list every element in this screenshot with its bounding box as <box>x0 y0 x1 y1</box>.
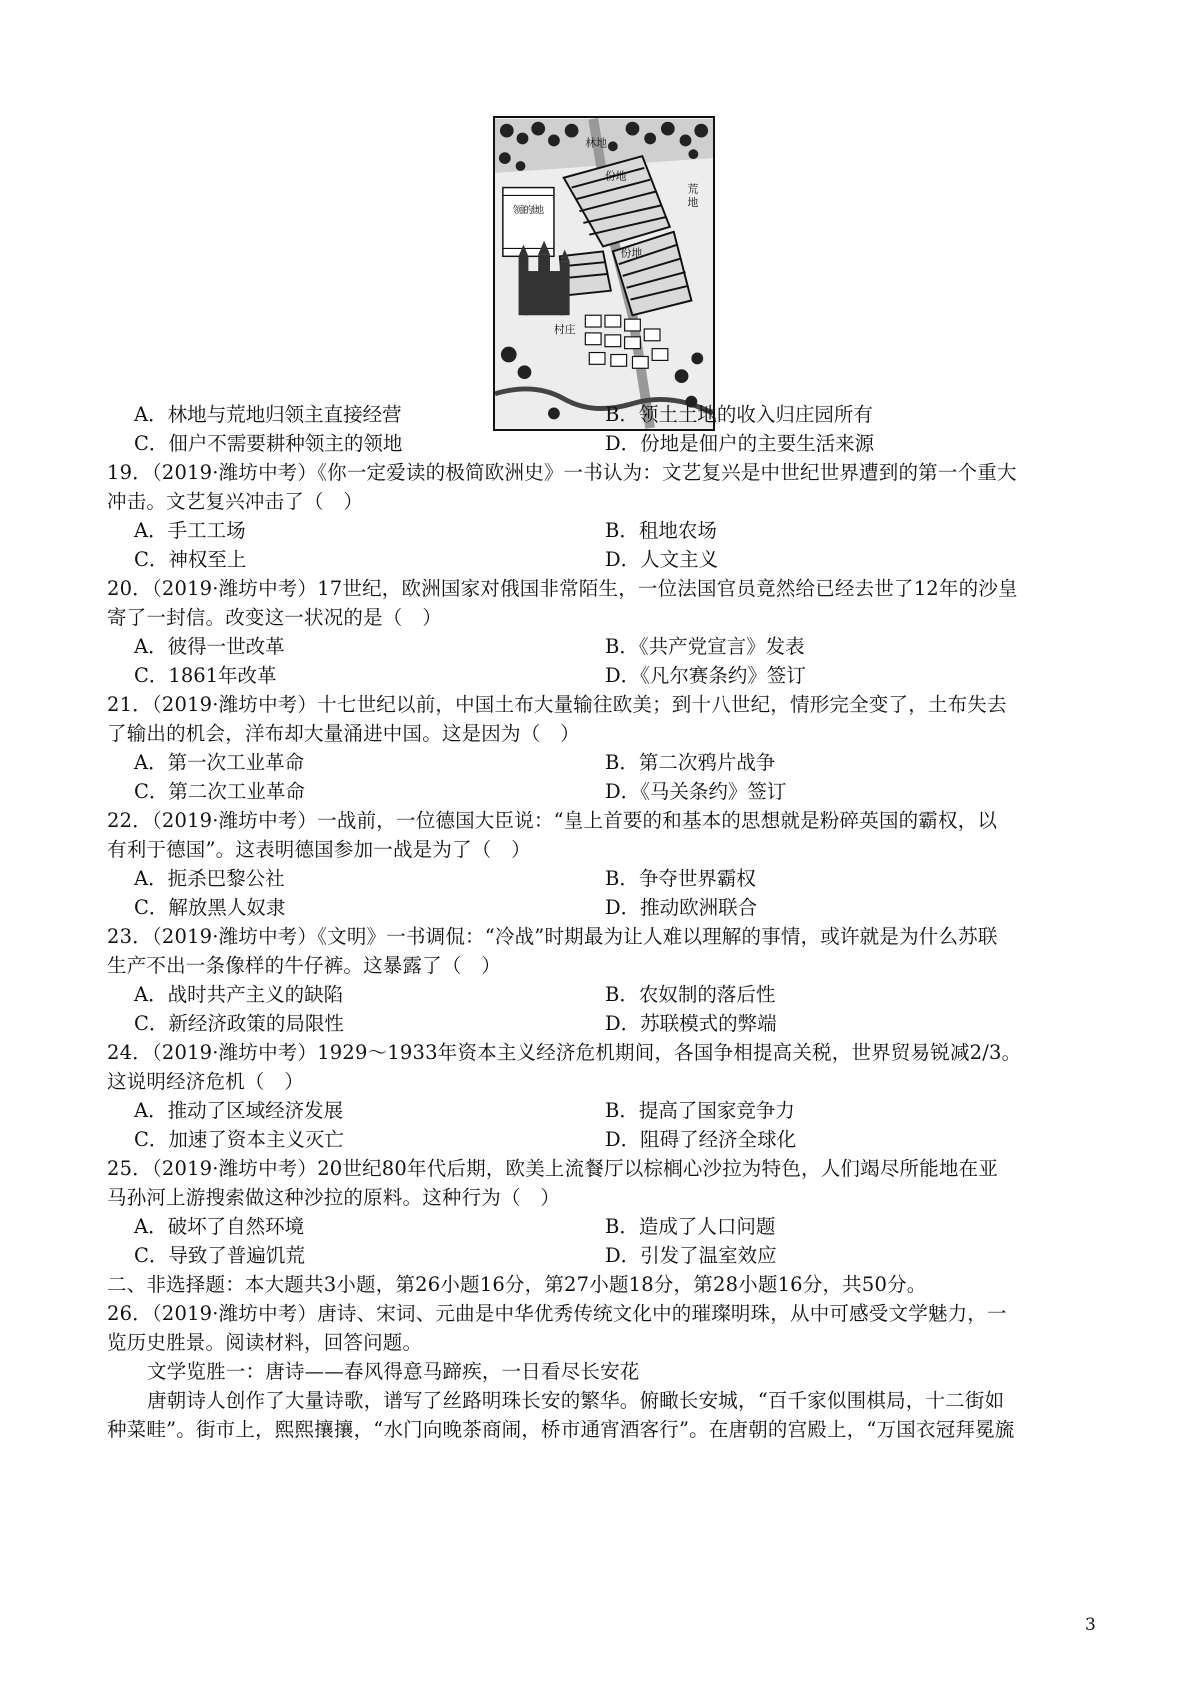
q25-option-d: D．引发了温室效应 <box>605 1244 777 1267</box>
q25-option-c: C．导致了普遍饥荒 <box>134 1244 305 1267</box>
q25-option-a: A．破坏了自然环境 <box>134 1215 305 1238</box>
q23-option-a: A．战时共产主义的缺陷 <box>134 983 344 1006</box>
q19-option-d: D．人文主义 <box>605 548 719 571</box>
q23-option-c: C．新经济政策的局限性 <box>134 1012 344 1035</box>
q18-option-b: B．领土土地的收入归庄园所有 <box>605 403 873 426</box>
q18-option-d: D．份地是佃户的主要生活来源 <box>605 432 875 455</box>
q19-option-a: A．手工工场 <box>134 519 246 542</box>
q24-option-c: C．加速了资本主义灭亡 <box>134 1128 344 1151</box>
q22-option-c: C．解放黑人奴隶 <box>134 896 286 919</box>
q24-option-b: B．提高了国家竞争力 <box>605 1099 795 1122</box>
q22-option-d: D．推动欧洲联合 <box>605 896 758 919</box>
q20-stem-line2: 寄了一封信。改变这一状况的是（ ） <box>107 606 442 629</box>
q24-stem-line2: 这说明经济危机（ ） <box>107 1070 305 1093</box>
label-share-land-2: 份地 <box>620 246 643 260</box>
page-number: 3 <box>1085 1615 1096 1635</box>
q24-stem-line1: 24．（2019·潍坊中考）1929～1933年资本主义经济危机期间，各国争相提高关税，世界贸易锐减2/3。 <box>107 1041 1022 1064</box>
q21-stem-line1: 21．（2019·潍坊中考）十七世纪以前，中国土布大量输往欧美；到十八世纪，情形完全变了，土布失去 <box>107 693 1007 716</box>
q19-stem-line2: 冲击。文艺复兴冲击了（ ） <box>107 490 364 513</box>
q20-option-c: C．1861年改革 <box>134 664 277 687</box>
q24-option-a: A．推动了区域经济发展 <box>134 1099 344 1122</box>
section-2-heading: 二、非选择题：本大题共3小题，第26小题16分，第27小题18分，第28小题16分，共50分。 <box>107 1273 927 1296</box>
label-waste-char-2: 地 <box>687 196 699 210</box>
q23-stem-line1: 23．（2019·潍坊中考）《文明》一书调侃：“冷战”时期最为让人难以理解的事情，或许就是为什么苏联 <box>107 925 998 948</box>
q26-stem-line1: 26．（2019·潍坊中考）唐诗、宋词、元曲是中华优秀传统文化中的璀璨明珠，从中可感受文学魅力，一 <box>107 1302 1007 1325</box>
q23-stem-line2: 生产不出一条像样的牛仔裤。这暴露了（ ） <box>107 954 502 977</box>
q22-stem-line1: 22．（2019·潍坊中考）一战前，一位德国大臣说：“皇上首要的和基本的思想就是粉碎英国的霸权，以 <box>107 809 998 832</box>
q21-option-a: A．第一次工业革命 <box>134 751 305 774</box>
label-village: 村庄 <box>553 322 576 336</box>
q26-stem-line2: 览历史胜景。阅读材料，回答问题。 <box>107 1331 423 1354</box>
label-share-land-1: 份地 <box>604 169 627 183</box>
manor-map-figure <box>493 116 715 431</box>
q21-option-d: D．《马关条约》签订 <box>605 780 787 803</box>
q26-paragraph-line2: 种菜畦”。街市上，熙熙攘攘，“水门向晚茶商闹，桥市通宵酒客行”。在唐朝的宫殿上，“万国衣冠拜冕旒 <box>107 1418 1015 1441</box>
label-waste-char-1: 荒 <box>687 182 699 196</box>
manor-map-illustration <box>495 118 713 429</box>
q19-option-b: B．租地农场 <box>605 519 717 542</box>
q20-stem-line1: 20．（2019·潍坊中考）17世纪，欧洲国家对俄国非常陌生，一位法国官员竟然给已经去世了12年的沙皇 <box>107 577 1018 600</box>
q18-option-c: C．佃户不需要耕种领主的领地 <box>134 432 403 455</box>
q25-stem-line2: 马孙河上游搜索做这种沙拉的原料。这种行为（ ） <box>107 1186 561 1209</box>
q18-option-a: A．林地与荒地归领主直接经营 <box>134 403 402 426</box>
label-forest: 林地 <box>585 136 607 150</box>
q19-option-c: C．神权至上 <box>134 548 247 571</box>
q20-option-d: D．《凡尔赛条约》签订 <box>605 664 806 687</box>
q25-option-b: B．造成了人口问题 <box>605 1215 776 1238</box>
q19-stem-line1: 19．（2019·潍坊中考）《你一定爱读的极简欧洲史》一书认为：文艺复兴是中世纪世界遭到的第一个重大 <box>107 461 1017 484</box>
q21-stem-line2: 了输出的机会，洋布却大量涌进中国。这是因为（ ） <box>107 722 580 745</box>
q20-option-b: B．《共产党宣言》发表 <box>605 635 805 658</box>
q25-stem-line1: 25．（2019·潍坊中考）20世纪80年代后期，欧美上流餐厅以棕榈心沙拉为特色，人们竭尽所能地在亚 <box>107 1157 999 1180</box>
q20-option-a: A．彼得一世改革 <box>134 635 285 658</box>
q26-paragraph-line1: 唐朝诗人创作了大量诗歌，谱写了丝路明珠长安的繁华。俯瞰长安城，“百千家似围棋局，十二街如 <box>147 1389 1005 1412</box>
q21-option-c: C．第二次工业革命 <box>134 780 305 803</box>
q24-option-d: D．阻碍了经济全球化 <box>605 1128 797 1151</box>
q23-option-b: B．农奴制的落后性 <box>605 983 776 1006</box>
q22-option-a: A．扼杀巴黎公社 <box>134 867 285 890</box>
q23-option-d: D．苏联模式的弊端 <box>605 1012 777 1035</box>
label-lord-land: 领主的土地 <box>512 205 545 217</box>
q21-option-b: B．第二次鸦片战争 <box>605 751 776 774</box>
q26-material-heading: 文学览胜一：唐诗——春风得意马蹄疾，一日看尽长安花 <box>147 1360 640 1383</box>
q22-option-b: B．争夺世界霸权 <box>605 867 756 890</box>
q22-stem-line2: 有利于德国”。这表明德国参加一战是为了（ ） <box>107 838 531 861</box>
